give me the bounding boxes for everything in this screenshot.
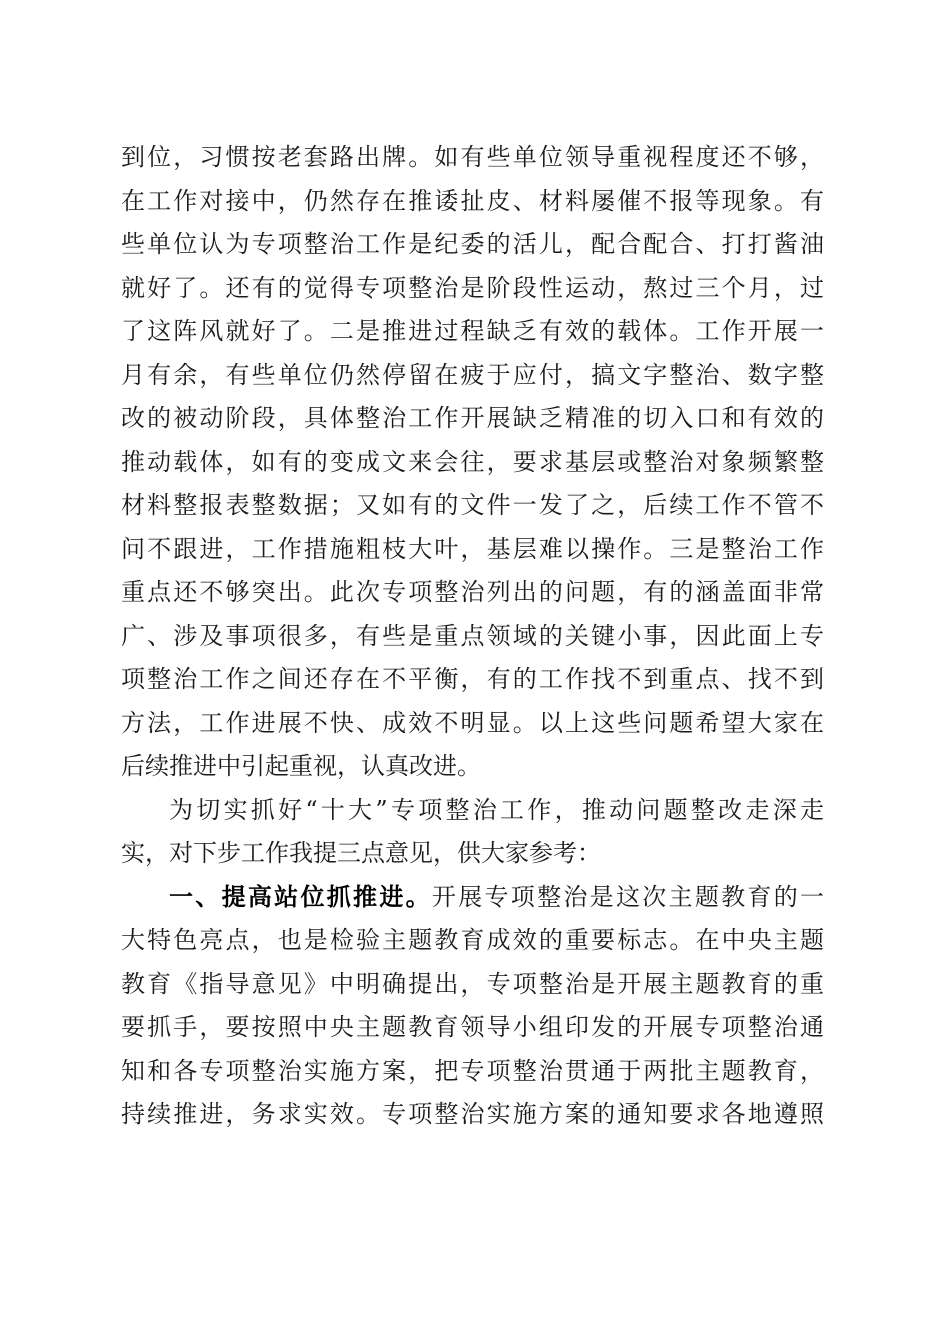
text-line: 广、涉及事项很多，有些是重点领域的关键小事，因此面上专	[121, 621, 824, 650]
text-line: 知和各专项整治实施方案，把专项整治贯通于两批主题教育，	[121, 1056, 824, 1085]
text-line: 些单位认为专项整治工作是纪委的活儿，配合配合、打打酱油	[121, 230, 824, 258]
paragraph	[121, 136, 824, 789]
text-line: 为切实抓好“十大”专项整治工作，推动问题整改走深走	[169, 795, 824, 824]
text-line: 推动载体，如有的变成文来会往，要求基层或整治对象频繁整	[121, 447, 824, 476]
text-line	[121, 876, 824, 920]
text-line: 在工作对接中，仍然存在推诿扯皮、材料屡催不报等现象。有	[121, 186, 824, 215]
text-line: 方法，工作进展不快、成效不明显。以上这些问题希望大家在	[121, 708, 824, 737]
text-line: 月有余，有些单位仍然停留在疲于应付，搞文字整治、数字整	[121, 360, 824, 389]
text-line: 改的被动阶段，具体整治工作开展缺乏精准的切入口和有效的	[121, 404, 824, 432]
text-line: 材料整报表整数据；又如有的文件一发了之，后续工作不管不	[121, 491, 824, 519]
text-run: 开展专项整治是这次主题教育的一	[431, 882, 825, 911]
text-line: 要抓手，要按照中央主题教育领导小组印发的开展专项整治通	[121, 1013, 824, 1041]
text-line: 重点还不够突出。此次专项整治列出的问题，有的涵盖面非常	[121, 578, 824, 606]
text-line: 教育《指导意见》中明确提出，专项整治是开展主题教育的重	[121, 969, 824, 998]
text-line: 到位，习惯按老套路出牌。如有些单位领导重视程度还不够，	[121, 143, 824, 171]
text-line: 就好了。还有的觉得专项整治是阶段性运动，熬过三个月，过	[121, 273, 824, 302]
document-body	[121, 136, 824, 1137]
text-line: 持续推进，务求实效。专项整治实施方案的通知要求各地遵照	[121, 1100, 824, 1128]
paragraph	[121, 876, 824, 1137]
text-line: 后续推进中引起重视，认真改进。	[121, 752, 481, 780]
text-line: 实，对下步工作我提三点意见，供大家参考：	[121, 839, 601, 867]
text-line: 了这阵风就好了。二是推进过程缺乏有效的载体。工作开展一	[121, 317, 824, 345]
text-line: 问不跟进，工作措施粗枝大叶，基层难以操作。三是整治工作	[121, 534, 824, 563]
section-heading: 一、提高站位抓推进。	[169, 882, 432, 911]
paragraph	[121, 789, 824, 876]
text-line: 大特色亮点，也是检验主题教育成效的重要标志。在中央主题	[121, 926, 824, 954]
text-line: 项整治工作之间还存在不平衡，有的工作找不到重点、找不到	[121, 665, 824, 693]
